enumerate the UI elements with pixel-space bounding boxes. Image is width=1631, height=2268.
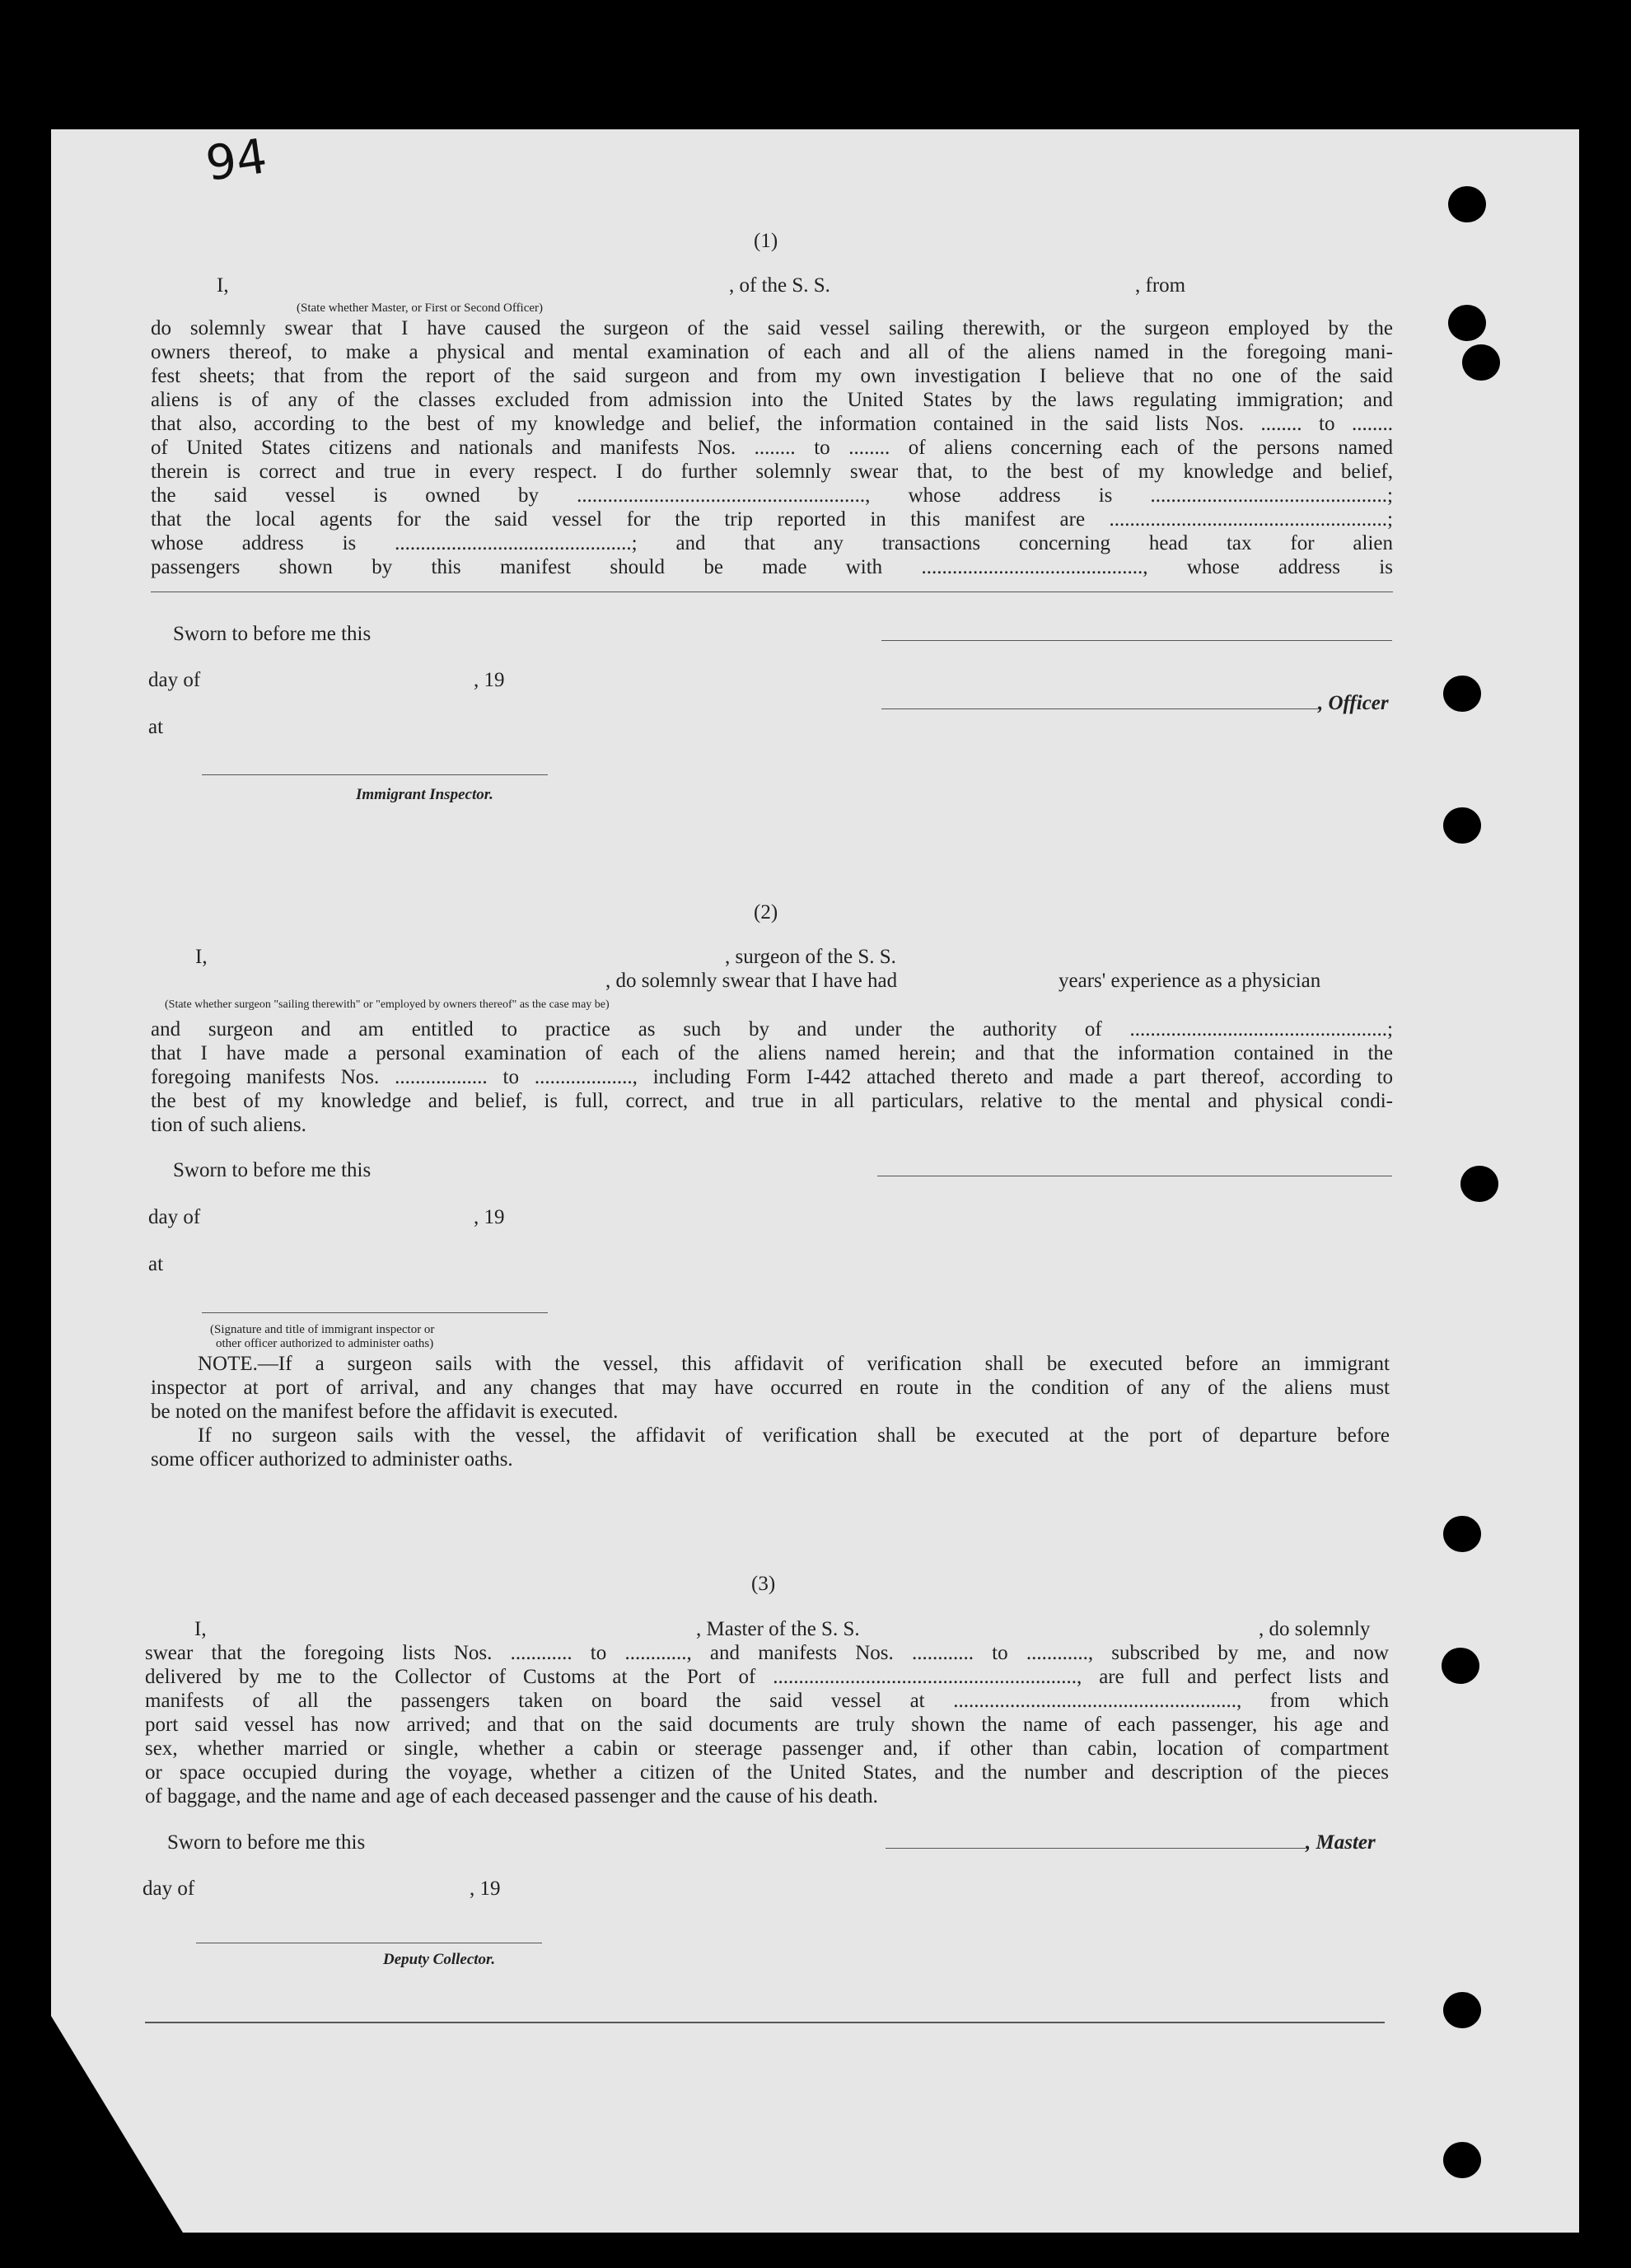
section-3-day-of: day of <box>143 1878 195 1900</box>
section-1-line: aliens is of any of the classes excluded from admission into the United States by the laws regulating immigration; and <box>151 389 1393 411</box>
section-1-line: therein is correct and true in every respect. I do further solemnly swear that, to the best of my knowledge and belief, <box>151 461 1393 483</box>
bottom-rule <box>145 2022 1385 2023</box>
master-signature-line <box>886 1848 1306 1849</box>
signature-note-line-2: other officer authorized to administer oaths) <box>216 1337 434 1350</box>
section-2-experience: years' experience as a physician <box>1059 970 1321 992</box>
inspector-signature-line <box>202 774 548 775</box>
section-1-line: do solemnly swear that I have caused the surgeon of the said vessel sailing therewith, or the surgeon employed by the <box>151 317 1393 339</box>
punch-hole <box>1443 2142 1481 2178</box>
note-line: some officer authorized to administer oaths. <box>151 1448 513 1471</box>
note-line: inspector at port of arrival, and any changes that may have occurred en route in the condition of any of the aliens must <box>151 1377 1390 1399</box>
section-1-sworn: Sworn to before me this <box>173 623 372 645</box>
section-3-line: manifests of all the passengers taken on board the said vessel at ......................................................., from which <box>145 1690 1389 1712</box>
handwritten-page-mark: 94 <box>202 128 271 192</box>
immigrant-inspector-title: Immigrant Inspector. <box>356 786 493 803</box>
section-3-line: port said vessel has now arrived; and that on the said documents are truly shown the name of each passenger, his age and <box>145 1714 1389 1736</box>
section-2-day-of: day of <box>148 1206 201 1228</box>
section-2-sworn: Sworn to before me this <box>173 1159 372 1181</box>
section-3-line: or space occupied during the voyage, whether a citizen of the United States, and the number and description of the pieces <box>145 1761 1389 1784</box>
section-1-line: of United States citizens and nationals and manifests Nos. ........ to ........ of aliens concerning each of the persons named <box>151 437 1393 459</box>
section-2-i: I, <box>195 946 208 968</box>
section-1-at: at <box>148 716 164 738</box>
section-1-line: that also, according to the best of my knowledge and belief, the information contained in the said lists Nos. ........ to ........ <box>151 413 1393 435</box>
section-2-surgeon-note: (State whether surgeon "sailing therewith" or "employed by owners thereof" as the case may be) <box>165 998 610 1011</box>
section-1-line: passengers shown by this manifest should be made with ..........................................., whose address is <box>151 556 1393 578</box>
section-2-line: foregoing manifests Nos. .................. to ..................., including Form I-442 attached thereto and made a part thereof, according to <box>151 1066 1393 1088</box>
punch-hole <box>1443 1516 1481 1552</box>
punch-hole <box>1443 1992 1481 2028</box>
section-1-from-label: , from <box>1135 274 1186 297</box>
punch-hole <box>1460 1166 1498 1202</box>
section-3-number: (3) <box>751 1573 776 1595</box>
punch-hole <box>1462 344 1500 381</box>
punch-hole <box>1443 676 1481 712</box>
section-1-vessel-label: , of the S. S. <box>729 274 830 297</box>
section-2-year: , 19 <box>474 1206 505 1228</box>
section-3-sworn: Sworn to before me this <box>167 1831 366 1854</box>
section-1-line: that the local agents for the said vessel for the trip reported in this manifest are ......................................................; <box>151 508 1393 531</box>
section-3-line: delivered by me to the Collector of Customs at the Port of ..........................................................., are full and perfect lists and <box>145 1666 1389 1688</box>
section-3-vessel-label: , Master of the S. S. <box>696 1618 860 1640</box>
note-line: be noted on the manifest before the affidavit is executed. <box>151 1401 619 1423</box>
punch-hole <box>1442 1648 1479 1684</box>
section-3-year: , 19 <box>470 1878 501 1900</box>
punch-hole <box>1448 305 1486 341</box>
punch-hole <box>1448 186 1486 222</box>
section-2-line: and surgeon and am entitled to practice as such by and under the authority of ..................................................; <box>151 1018 1393 1040</box>
note-line: If no surgeon sails with the vessel, the affidavit of verification shall be executed at the port of departure before <box>198 1424 1390 1447</box>
officer-name-line <box>881 708 1318 709</box>
section-2-number: (2) <box>754 901 778 924</box>
section-1-number: (1) <box>754 230 778 252</box>
section-2-line: that I have made a personal examination of each of the aliens named herein; and that the information contained in the <box>151 1042 1393 1064</box>
section-2-swear: , do solemnly swear that I have had <box>605 970 898 992</box>
section-1-day-of: day of <box>148 669 201 691</box>
section-3-line: sex, whether married or single, whether a cabin or steerage passenger and, if other than cabin, location of compartment <box>145 1737 1389 1760</box>
section-3-solemnly: , do solemnly <box>1259 1618 1371 1640</box>
section-3-i: I, <box>194 1618 207 1640</box>
section-2-at: at <box>148 1253 164 1275</box>
note-line: NOTE.—If a surgeon sails with the vessel, this affidavit of verification shall be executed before an immigrant <box>198 1353 1390 1375</box>
section-1-line: owners thereof, to make a physical and mental examination of each and all of the aliens named in the foregoing mani- <box>151 341 1393 363</box>
section-3-line: of baggage, and the name and age of each deceased passenger and the cause of his death. <box>145 1785 878 1807</box>
officer-title: , Officer <box>1318 692 1389 714</box>
section-1-officer-note: (State whether Master, or First or Second Officer) <box>297 302 544 315</box>
signature-note-line-1: (Signature and title of immigrant inspector or <box>210 1323 435 1336</box>
section-1-i: I, <box>217 274 229 297</box>
section-2-line: the best of my knowledge and belief, is full, correct, and true in all particulars, relative to the mental and physical condi- <box>151 1090 1393 1112</box>
master-title: , Master <box>1306 1831 1376 1854</box>
section-1-year: , 19 <box>474 669 505 691</box>
section-1-line: fest sheets; that from the report of the said surgeon and from my own investigation I believe that no one of the said <box>151 365 1393 387</box>
punch-hole <box>1443 807 1481 844</box>
officer-signature-line <box>881 640 1392 641</box>
section-2-vessel-label: , surgeon of the S. S. <box>725 946 896 968</box>
section-2-line: tion of such aliens. <box>151 1114 306 1136</box>
section-3-line: swear that the foregoing lists Nos. ............ to ............, and manifests Nos. ............ to ............, subscribed by me, and now <box>145 1642 1389 1664</box>
section-2-inspector-line <box>202 1312 548 1313</box>
section-1-line: whose address is ..............................................; and that any transactions concerning head tax for alien <box>151 532 1393 554</box>
deputy-collector-title: Deputy Collector. <box>383 1951 496 1968</box>
section-1-line: the said vessel is owned by ........................................................, whose address is ..............................................; <box>151 484 1393 507</box>
